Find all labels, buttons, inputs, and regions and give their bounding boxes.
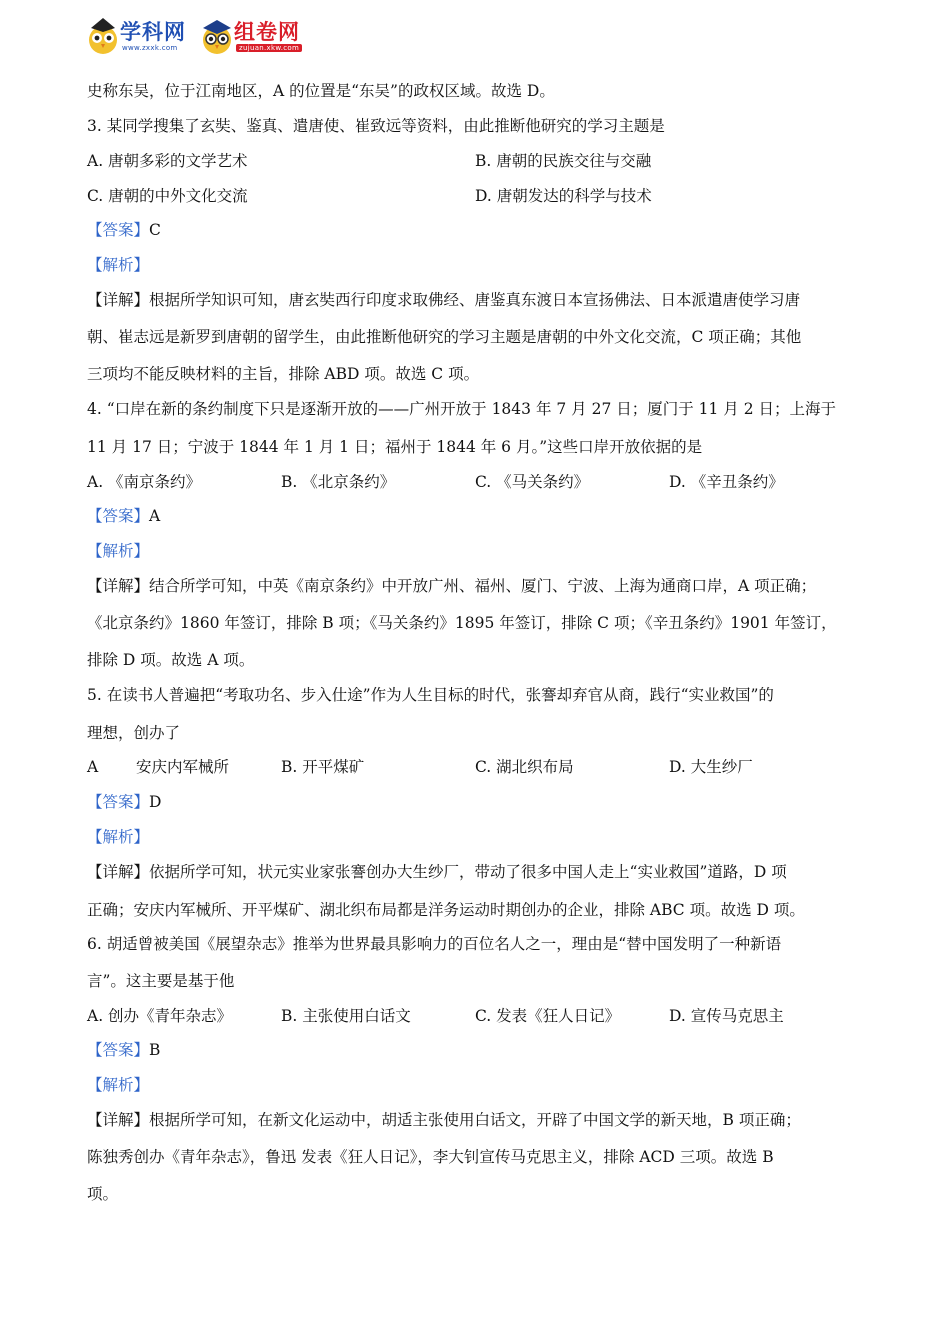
xueke-logo <box>86 12 198 58</box>
q5-option-a-letter: A <box>87 758 99 776</box>
q5-option-b: B. 开平煤矿 <box>281 758 365 776</box>
answer-tag: 【答案】 <box>87 507 150 525</box>
q4-option-c: C. 《马关条约》 <box>475 473 590 491</box>
q4-option-d: D. 《辛丑条约》 <box>669 473 784 491</box>
answer-value: C <box>149 221 161 239</box>
detail-tag: 【详解】 <box>87 577 150 595</box>
q6-answer <box>87 1039 160 1061</box>
q4-analysis-tag: 【解析】 <box>87 542 150 560</box>
q6-detail-line: 【详解】根据所学可知，在新文化运动中，胡适主张使用白话文，开辟了中国文学的新天地，B 项正确； <box>87 1111 801 1129</box>
answer-tag: 【答案】 <box>87 1041 150 1059</box>
q6-option-b: B. 主张使用白话文 <box>281 1007 411 1025</box>
q6-analysis-tag: 【解析】 <box>87 1076 150 1094</box>
question-3-stem: 3. 某同学搜集了玄奘、鉴真、遣唐使、崔致远等资料，由此推断他研究的学习主题是 <box>87 117 665 135</box>
question-5-stem: 理想，创办了 <box>87 724 181 742</box>
owl-mascot-icon <box>200 14 234 56</box>
zujuan-logo <box>200 12 312 58</box>
text-line: 史称东吴，位于江南地区，A 的位置是“东吴”的政权区域。故选 D。 <box>87 82 555 100</box>
answer-value: D <box>149 793 162 811</box>
question-6-stem: 言”。这主要是基于他 <box>87 972 235 990</box>
q3-option-d: D. 唐朝发达的科学与技术 <box>475 187 652 205</box>
question-4-stem: 11 月 17 日；宁波于 1844 年 1 月 1 日；福州于 1844 年 6 月。”这些口岸开放依据的是 <box>87 438 703 456</box>
q5-analysis-tag: 【解析】 <box>87 828 150 846</box>
q6-option-a: A. 创办《青年杂志》 <box>87 1007 233 1025</box>
q6-detail-line: 陈独秀创办《青年杂志》，鲁迅 发表《狂人日记》，李大钊宣传马克思主义，排除 ACD 三项。故选 B <box>87 1148 774 1166</box>
xueke-logo-url: www.zxxk.com <box>122 44 178 52</box>
q4-option-b: B. 《北京条约》 <box>281 473 396 491</box>
q5-option-c: C. 湖北织布局 <box>475 758 574 776</box>
question-5-stem: 5. 在读书人普遍把“考取功名、步入仕途”作为人生目标的时代，张謇却弃官从商，践行“实业救国”的 <box>87 686 774 704</box>
q3-option-b: B. 唐朝的民族交往与交融 <box>475 152 652 170</box>
q3-detail-line: 三项均不能反映材料的主旨，排除 ABD 项。故选 C 项。 <box>87 365 480 383</box>
question-4-stem: 4. “口岸在新的条约制度下只是逐渐开放的——广州开放于 1843 年 7 月 27 日；厦门于 11 月 2 日；上海于 <box>87 400 837 418</box>
q4-detail-line: 《北京条约》1860 年签订，排除 B 项；《马关条约》1895 年签订，排除 C 项；《辛丑条约》1901 年签订， <box>87 614 837 632</box>
answer-tag: 【答案】 <box>87 793 150 811</box>
q3-option-a: A. 唐朝多彩的文学艺术 <box>87 152 248 170</box>
zujuan-logo-url: zujuan.xkw.com <box>236 44 302 52</box>
page-header <box>86 12 316 58</box>
detail-tag: 【详解】 <box>87 291 150 309</box>
q3-option-c: C. 唐朝的中外文化交流 <box>87 187 248 205</box>
answer-value: B <box>149 1041 161 1059</box>
detail-tag: 【详解】 <box>87 863 150 881</box>
q4-option-a: A. 《南京条约》 <box>87 473 202 491</box>
q5-option-d: D. 大生纱厂 <box>669 758 753 776</box>
q6-detail-line: 项。 <box>87 1185 119 1203</box>
q5-detail-line: 【详解】依据所学可知，状元实业家张謇创办大生纱厂，带动了很多中国人走上“实业救国”道路，D 项 <box>87 863 787 881</box>
owl-mascot-icon <box>86 14 120 56</box>
q3-detail-line: 朝、崔志远是新罗到唐朝的留学生，由此推断他研究的学习主题是唐朝的中外文化交流，C 项正确；其他 <box>87 328 802 346</box>
answer-tag: 【答案】 <box>87 221 150 239</box>
q3-analysis-tag: 【解析】 <box>87 256 150 274</box>
q6-option-d: D. 宣传马克思主 <box>669 1007 784 1025</box>
question-6-stem: 6. 胡适曾被美国《展望杂志》推举为世界最具影响力的百位名人之一，理由是“替中国发明了一种新语 <box>87 935 782 953</box>
q6-option-c: C. 发表《狂人日记》 <box>475 1007 621 1025</box>
zujuan-logo-text: 组卷网 <box>234 20 300 44</box>
detail-tag: 【详解】 <box>87 1111 150 1129</box>
q3-detail-line: 【详解】根据所学知识可知，唐玄奘西行印度求取佛经、唐鉴真东渡日本宣扬佛法、日本派遣唐使学习唐 <box>87 291 801 309</box>
q5-option-a: 安庆内军械所 <box>136 758 230 776</box>
q4-answer <box>87 505 160 527</box>
q5-detail-line: 正确；安庆内军械所、开平煤矿、湖北织布局都是洋务运动时期创办的企业，排除 ABC 项。故选 D 项。 <box>87 901 805 919</box>
q4-detail-line: 【详解】结合所学可知，中英《南京条约》中开放广州、福州、厦门、宁波、上海为通商口岸，A 项正确； <box>87 577 817 595</box>
answer-value: A <box>149 507 161 525</box>
q3-answer <box>87 219 161 241</box>
xueke-logo-text: 学科网 <box>120 20 186 44</box>
q5-answer <box>87 791 161 813</box>
q4-detail-line: 排除 D 项。故选 A 项。 <box>87 651 255 669</box>
